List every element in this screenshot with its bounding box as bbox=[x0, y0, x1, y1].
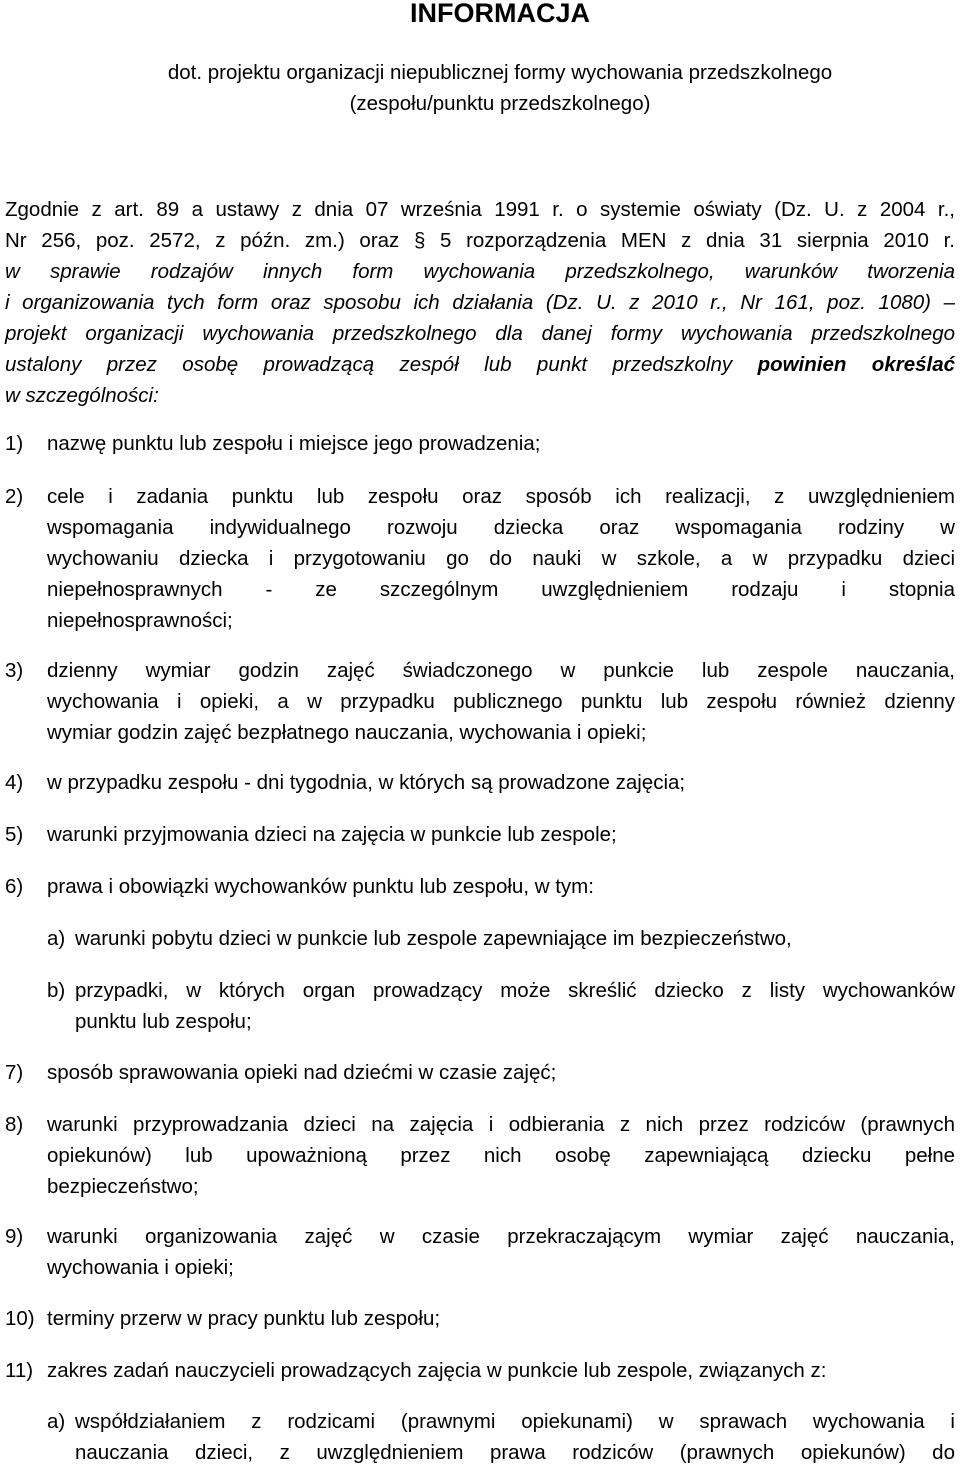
list-item-line: wychowania i opieki, a w przypadku publicznego punktu lub zespołu również dzienny bbox=[47, 690, 955, 713]
list-item-text bbox=[47, 1355, 955, 1386]
sub-list-item-line: warunki pobytu dzieci w punkcie lub zespole zapewniające im bezpieczeństwo, bbox=[75, 927, 792, 950]
list-number: 6) bbox=[5, 875, 24, 898]
list-item-line: wymiar godzin zajęć bezpłatnego nauczania, wychowania i opieki; bbox=[47, 721, 647, 744]
list-item-line: warunki przyjmowania dzieci na zajęcia w punkcie lub zespole; bbox=[47, 823, 617, 846]
intro-line: i organizowania tych form oraz sposobu ich działania (Dz. U. z 2010 r., Nr 161, poz. 1080) – bbox=[5, 291, 955, 314]
list-number: 11) bbox=[5, 1359, 34, 1382]
sub-list-item-line: punktu lub zespołu; bbox=[75, 1010, 252, 1033]
list-item-line: prawa i obowiązki wychowanków punktu lub zespołu, w tym: bbox=[47, 875, 594, 898]
list-number: 4) bbox=[5, 771, 24, 794]
sub-list-item-line: nauczania dzieci, z uwzględnieniem prawa rodziców (prawnych opiekunów) do bbox=[75, 1441, 955, 1464]
sub-list-item-line: przypadki, w których organ prowadzący może skreślić dziecko z listy wychowanków bbox=[75, 979, 955, 1002]
sub-list-letter: b) bbox=[47, 979, 66, 1002]
list-number: 10) bbox=[5, 1307, 35, 1330]
list-item-line: terminy przerw w pracy punktu lub zespołu; bbox=[47, 1307, 441, 1330]
subtitle-line: (zespołu/punktu przedszkolnego) bbox=[349, 92, 651, 115]
list-item-text bbox=[47, 871, 955, 902]
intro-line bbox=[5, 349, 955, 380]
list-number: 8) bbox=[5, 1113, 24, 1136]
sub-list-item-text bbox=[75, 1406, 955, 1468]
list-item-line: opiekunów) lub upoważnioną przez nich osobę zapewniającą dziecku pełne bbox=[47, 1144, 955, 1167]
list-number: 1) bbox=[5, 432, 24, 455]
list-item-line: wychowania i opieki; bbox=[47, 1256, 234, 1279]
list-number: 7) bbox=[5, 1061, 24, 1084]
subtitle-line: dot. projektu organizacji niepublicznej formy wychowania przedszkolnego bbox=[167, 61, 833, 84]
list-item-text bbox=[47, 428, 955, 459]
list-item-line: warunki przyprowadzania dzieci na zajęcia i odbierania z nich przez rodziców (prawnych bbox=[47, 1113, 955, 1136]
sub-list-item-text bbox=[75, 923, 955, 954]
intro-line: w sprawie rodzajów innych form wychowania przedszkolnego, warunków tworzenia bbox=[5, 260, 955, 283]
list-item-text bbox=[47, 655, 955, 748]
list-number: 2) bbox=[5, 485, 24, 508]
intro-paragraph bbox=[5, 194, 955, 411]
list-item-line: zakres zadań nauczycieli prowadzących zajęcia w punkcie lub zespole, związanych z: bbox=[47, 1359, 827, 1382]
sub-list-item-text bbox=[75, 975, 955, 1037]
list-item-line: sposób sprawowania opieki nad dziećmi w czasie zajęć; bbox=[47, 1061, 557, 1084]
emphasis-text: powinien określać bbox=[757, 353, 955, 376]
list-item-line: wychowaniu dziecka i przygotowaniu go do nauki w szkole, a w przypadku dzieci bbox=[47, 547, 955, 570]
list-number: 5) bbox=[5, 823, 24, 846]
sub-list-item-line: współdziałaniem z rodzicami (prawnymi opiekunami) w sprawach wychowania i bbox=[75, 1410, 955, 1433]
list-item-line: nazwę punktu lub zespołu i miejsce jego prowadzenia; bbox=[47, 432, 541, 455]
list-item-text bbox=[47, 767, 955, 798]
sub-list-letter: a) bbox=[47, 1410, 66, 1433]
intro-line-text: ustalony przez osobę prowadzącą zespół lub punkt przedszkolny bbox=[5, 353, 733, 376]
list-item-text bbox=[47, 1057, 955, 1088]
list-item-line: w przypadku zespołu - dni tygodnia, w których są prowadzone zajęcia; bbox=[47, 771, 686, 794]
list-number: 9) bbox=[5, 1225, 24, 1248]
list-item-line: niepełnosprawnych - ze szczególnym uwzględnieniem rodzaju i stopnia bbox=[47, 578, 955, 601]
intro-line: Zgodnie z art. 89 a ustawy z dnia 07 września 1991 r. o systemie oświaty (Dz. U. z 2004 r., bbox=[5, 198, 955, 221]
intro-line: Nr 256, poz. 2572, z późn. zm.) oraz § 5 rozporządzenia MEN z dnia 31 sierpnia 2010 r. bbox=[5, 229, 955, 252]
list-item-text bbox=[47, 481, 955, 636]
list-item-line: bezpieczeństwo; bbox=[47, 1175, 199, 1198]
list-item-line: wspomagania indywidualnego rozwoju dziecka oraz wspomagania rodziny w bbox=[47, 516, 955, 539]
document-title: INFORMACJA bbox=[410, 0, 590, 28]
list-item-text bbox=[47, 1109, 955, 1202]
intro-line: projekt organizacji wychowania przedszkolnego dla danej formy wychowania przedszkolnego bbox=[5, 322, 955, 345]
sub-list-letter: a) bbox=[47, 927, 66, 950]
list-number: 3) bbox=[5, 659, 24, 682]
intro-line: w szczególności: bbox=[5, 384, 159, 407]
list-item-line: niepełnosprawności; bbox=[47, 609, 233, 632]
list-item-line: warunki organizowania zajęć w czasie przekraczającym wymiar zajęć nauczania, bbox=[47, 1225, 955, 1248]
list-item-text bbox=[47, 1303, 955, 1334]
list-item-line: dzienny wymiar godzin zajęć świadczonego w punkcie lub zespole nauczania, bbox=[47, 659, 955, 682]
list-item-text bbox=[47, 819, 955, 850]
list-item-line: cele i zadania punktu lub zespołu oraz sposób ich realizacji, z uwzględnieniem bbox=[47, 485, 955, 508]
list-item-text bbox=[47, 1221, 955, 1283]
document-subtitle bbox=[0, 57, 960, 119]
